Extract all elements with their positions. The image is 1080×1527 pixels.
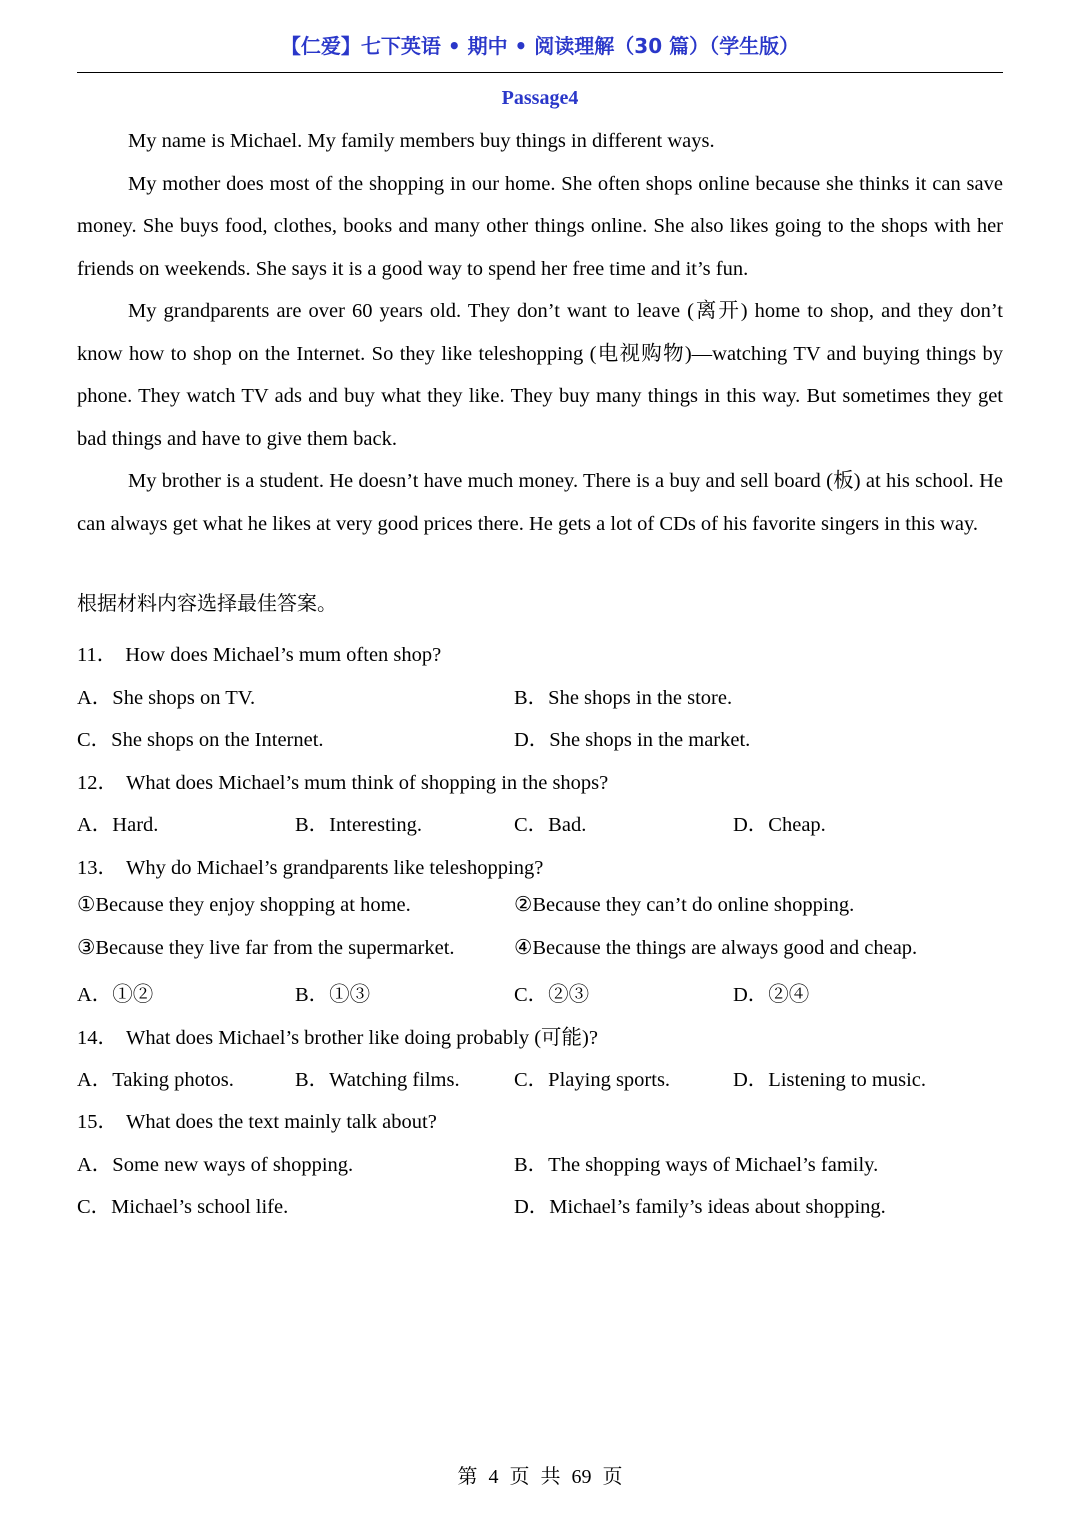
option-15-d[interactable]: D．Michael’s family’s ideas about shopping. <box>514 1196 886 1218</box>
paragraph-3: My grandparents are over 60 years old. They don’t want to leave (离开) home to shop, and they don’t know how to shop on the Internet. So they like teleshopping (电视购物)—watching TV and buying things by phone. They watch TV ads and buy what they like. They buy many things in this way. But sometimes they get bad things and have to give them back. <box>77 300 1003 450</box>
option-11-a[interactable]: A．She shops on TV. <box>77 687 256 709</box>
question-text: How does Michael’s mum often shop? <box>125 644 442 666</box>
statement-2: ②Because they can’t do online shopping. <box>514 894 855 916</box>
statement-4: ④Because the things are always good and cheap. <box>514 937 918 959</box>
option-12-b[interactable]: B．Interesting. <box>295 814 422 836</box>
option-14-d[interactable]: D．Listening to music. <box>733 1069 927 1091</box>
instruction: 根据材料内容选择最佳答案。 <box>77 591 337 615</box>
question-15 <box>77 1104 1003 1134</box>
option-13-c[interactable]: C．②③ <box>514 984 590 1006</box>
option-12-d[interactable]: D．Cheap. <box>733 814 826 836</box>
option-11-c[interactable]: C．She shops on the Internet. <box>77 729 324 751</box>
option-12-c[interactable]: C．Bad. <box>514 814 587 836</box>
question-13 <box>77 850 1003 880</box>
passage-body <box>77 120 1003 545</box>
option-15-a[interactable]: A．Some new ways of shopping. <box>77 1154 354 1176</box>
document-header: 【仁爱】七下英语 • 期中 • 阅读理解（30 篇）（学生版） <box>280 34 800 58</box>
option-13-a[interactable]: A．①② <box>77 984 154 1006</box>
paragraph-1: My name is Michael. My family members buy things in different ways. <box>128 130 715 152</box>
question-12 <box>77 765 1003 795</box>
question-text: Why do Michael’s grandparents like teleshopping? <box>126 857 544 879</box>
option-15-b[interactable]: B．The shopping ways of Michael’s family. <box>514 1154 879 1176</box>
paragraph-2: My mother does most of the shopping in our home. She often shops online because she thinks it can save money. She buys food, clothes, books and many other things online. She also likes going to the shops with her friends on weekends. She says it is a good way to spend her free time and it’s fun. <box>77 172 1003 280</box>
question-number: 13． <box>77 857 118 879</box>
option-14-c[interactable]: C．Playing sports. <box>514 1069 671 1091</box>
option-12-a[interactable]: A．Hard. <box>77 814 159 836</box>
question-11 <box>77 637 1003 667</box>
statement-1: ①Because they enjoy shopping at home. <box>77 894 411 916</box>
option-14-a[interactable]: A．Taking photos. <box>77 1069 234 1091</box>
question-text: What does Michael’s brother like doing probably (可能)? <box>126 1027 598 1049</box>
option-15-c[interactable]: C．Michael’s school life. <box>77 1196 289 1218</box>
question-number: 15． <box>77 1111 118 1133</box>
question-text: What does Michael’s mum think of shopping in the shops? <box>126 772 609 794</box>
question-number: 11． <box>77 644 118 666</box>
statement-3: ③Because they live far from the supermarket. <box>77 937 455 959</box>
option-14-b[interactable]: B．Watching films. <box>295 1069 460 1091</box>
question-number: 12． <box>77 772 118 794</box>
paragraph-4: My brother is a student. He doesn’t have much money. There is a buy and sell board (板) at his school. He can always get what he likes at very good prices there. He gets a lot of CDs of his favorite singers in this way. <box>77 470 1003 535</box>
option-11-b[interactable]: B．She shops in the store. <box>514 687 733 709</box>
passage-title: Passage4 <box>501 87 579 109</box>
header-divider <box>77 72 1003 73</box>
question-14 <box>77 1020 1003 1050</box>
option-11-d[interactable]: D．She shops in the market. <box>514 729 751 751</box>
page-footer: 第 4 页 共 69 页 <box>457 1466 623 1488</box>
question-text: What does the text mainly talk about? <box>126 1111 437 1133</box>
option-13-d[interactable]: D．②④ <box>733 984 810 1006</box>
option-13-b[interactable]: B．①③ <box>295 984 371 1006</box>
question-number: 14． <box>77 1027 118 1049</box>
